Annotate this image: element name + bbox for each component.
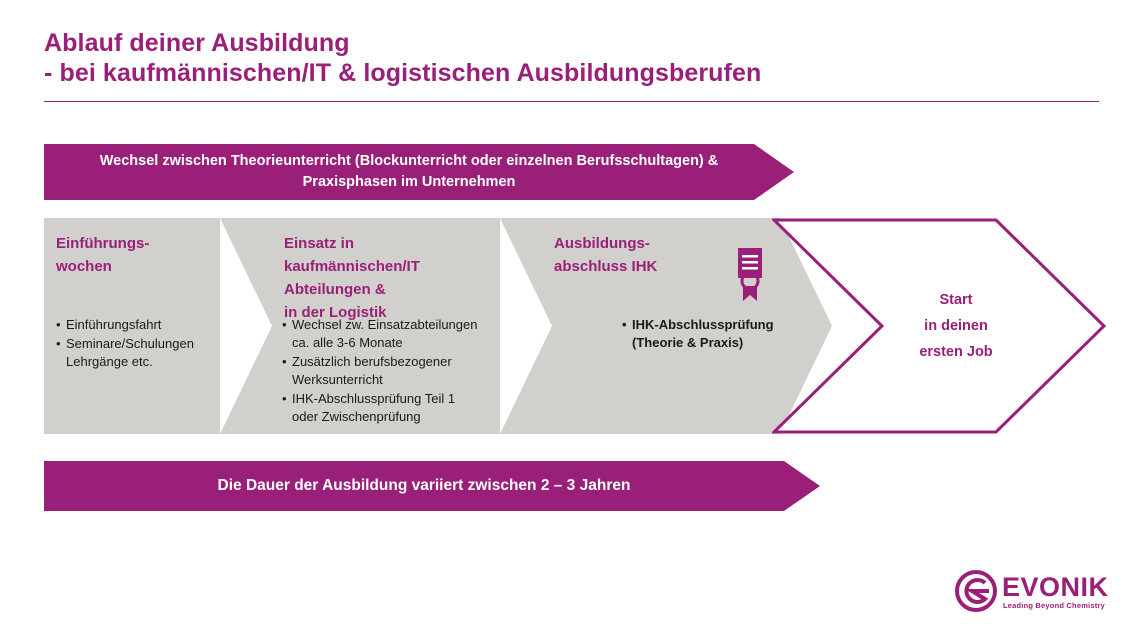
final-line-1: Start: [939, 292, 973, 308]
logo-tagline: Leading Beyond Chemistry: [1003, 601, 1105, 610]
bullet-dot-icon: •: [622, 317, 627, 332]
bullet-text: Wechsel zw. Einsatzabteilungen: [292, 317, 478, 332]
stage-2-heading-line-3: in der Logistik: [284, 304, 387, 321]
bullet-dot-icon: •: [282, 391, 287, 406]
stage-start-job: [772, 218, 1106, 434]
bullet-subtext: ca. alle 3-6 Monate: [292, 335, 403, 350]
stage-3-content: [500, 218, 780, 434]
bullet-subtext: Lehrgänge etc.: [66, 354, 153, 369]
logo-wordmark: EVONIK: [1002, 572, 1109, 602]
stage-2-content: [220, 218, 500, 434]
stage-3-heading-line-2: abschluss IHK: [554, 258, 658, 275]
top-banner-line-1: Wechsel zwischen Theorieunterricht (Blockunterricht oder einzelnen Berufsschultagen) &: [99, 153, 719, 169]
page-title: [44, 28, 1100, 88]
bullet-text: Zusätzlich berufsbezogener: [292, 354, 452, 369]
bullet-text: Seminare/Schulungen: [66, 336, 194, 351]
stage-1-heading-line-2: wochen: [56, 258, 112, 275]
bullet-text: Einführungsfahrt: [66, 317, 162, 332]
evonik-logo: [955, 570, 1109, 618]
final-line-2: in deinen: [924, 318, 988, 334]
list-item: [56, 316, 236, 334]
stage-2-heading: [220, 232, 500, 324]
bullet-subtext: (Theorie & Praxis): [632, 335, 744, 350]
title-line-1: Ablauf deiner Ausbildung: [44, 29, 350, 57]
final-stage-label: [772, 218, 1106, 434]
bullet-dot-icon: •: [282, 354, 287, 369]
bottom-banner-text: Die Dauer der Ausbildung variiert zwischen 2 – 3 Jahren: [217, 477, 631, 494]
stage-1-heading: [44, 232, 220, 278]
top-banner-text: [44, 144, 774, 200]
stage-1-body: [56, 316, 236, 372]
stage-einsatz-abteilungen: [220, 218, 500, 434]
stage-2-heading-line-2: kaufmännischen/IT Abteilungen &: [284, 258, 420, 298]
evonik-e-icon: [955, 570, 997, 612]
stage-1-heading-line-1: Einführungs-: [56, 235, 150, 252]
title-divider: [44, 101, 1099, 102]
stage-einfuehrungswochen: [44, 218, 220, 434]
title-line-2: - bei kaufmännischen/IT & logistischen Ausbildungsberufen: [44, 59, 762, 87]
bullet-subtext: oder Zwischenprüfung: [292, 409, 421, 424]
bottom-banner: [44, 461, 804, 511]
certificate-seal-icon: [730, 248, 770, 313]
bullet-dot-icon: •: [56, 336, 61, 351]
bullet-text: IHK-Abschlussprüfung Teil 1: [292, 391, 456, 406]
top-banner: [44, 144, 794, 200]
top-banner-line-2: Praxisphasen im Unternehmen: [302, 174, 516, 190]
stage-ausbildungsabschluss: [500, 218, 780, 434]
bullet-dot-icon: •: [282, 317, 287, 332]
bullet-subtext: Werksunterricht: [292, 372, 383, 387]
bullet-text: IHK-Abschlussprüfung: [632, 317, 774, 332]
stage-1-content: [44, 218, 220, 434]
stage-1-bullet-list: [56, 316, 236, 371]
stage-3-heading-line-1: Ausbildungs-: [554, 235, 650, 252]
list-item: [56, 335, 236, 371]
stage-2-heading-line-1: Einsatz in: [284, 235, 355, 252]
final-line-3: ersten Job: [919, 344, 993, 360]
bullet-dot-icon: •: [56, 317, 61, 332]
